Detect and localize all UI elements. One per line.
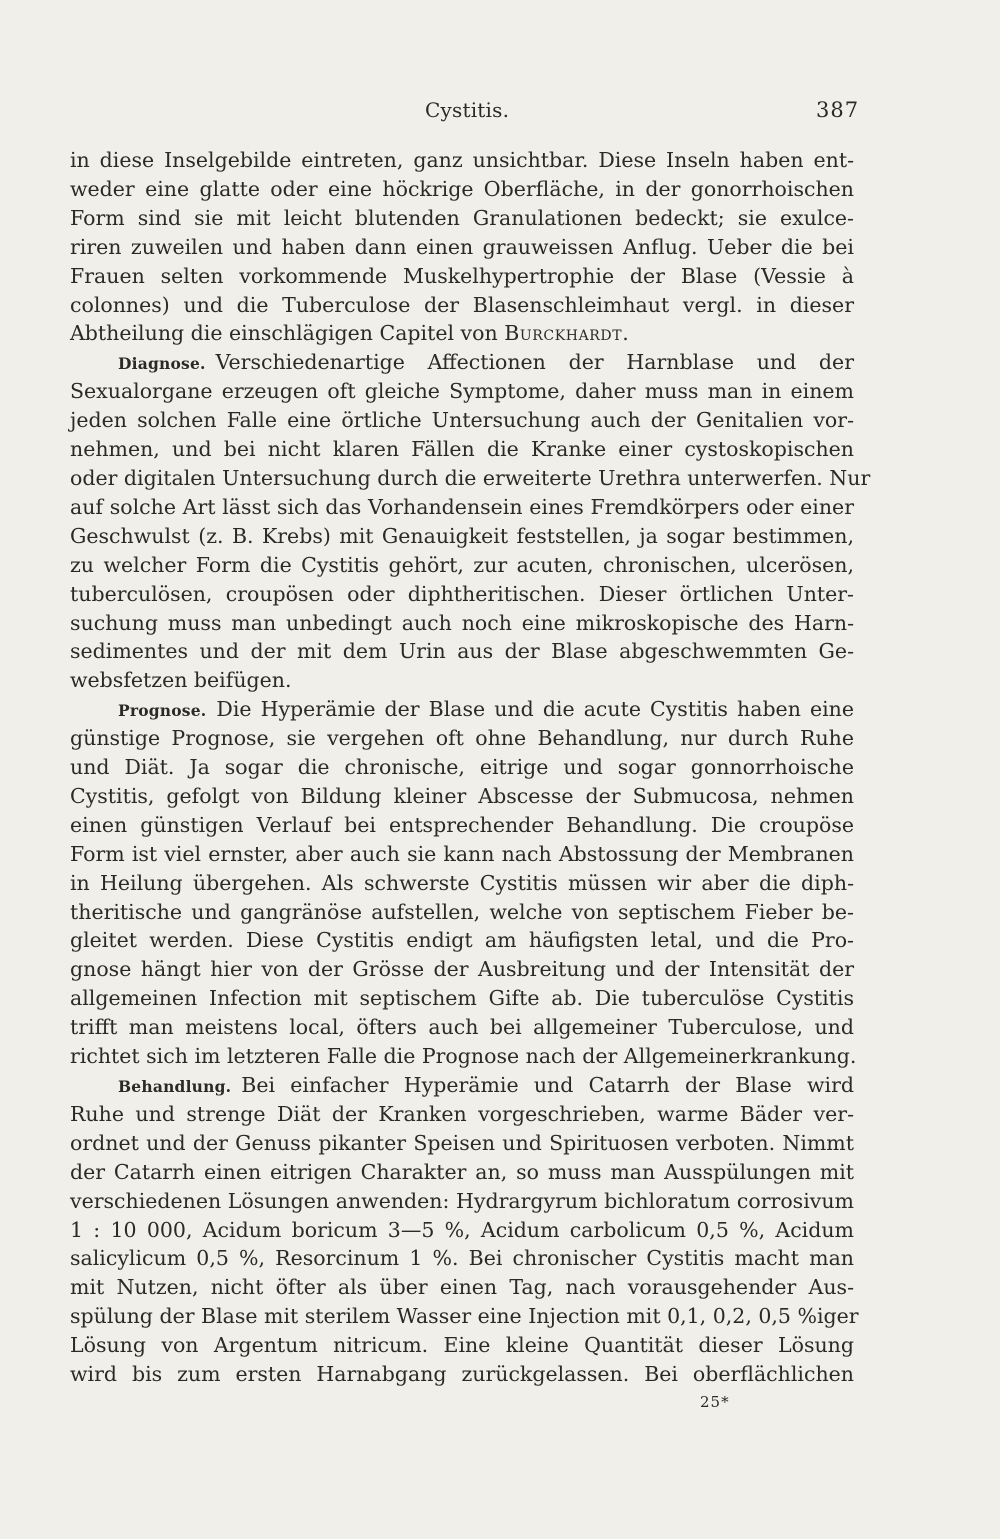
text-run: Verschiedenartige Affectionen der Harnblase und der [215,350,854,375]
text-line: jeden solchen Falle eine örtliche Untersuchung auch der Genitalien vor- [70,408,854,433]
paragraph-behandlung [70,1071,859,1389]
running-title: Cystitis. [425,98,510,122]
text-line: gnose hängt hier von der Grösse der Ausbreitung und der Intensität der [70,957,854,982]
text-line: Ruhe und strenge Diät der Kranken vorgeschrieben, warme Bäder ver- [70,1101,854,1126]
signature-mark: 25* [700,1393,730,1411]
text-line: einen günstigen Verlauf bei entsprechender Behandlung. Die croupöse [70,812,854,837]
text-line [70,348,854,377]
text-line: Geschwulst (z. B. Krebs) mit Genauigkeit feststellen, ja sogar bestimmen, [70,523,854,548]
text-line: allgemeinen Infection mit septischem Gifte ab. Die tuberculöse Cystitis [70,986,854,1011]
text-line: trifft man meistens local, öfters auch bei allgemeiner Tuberculose, und [70,1015,854,1040]
text-line: Lösung von Argentum nitricum. Eine kleine Quantität dieser Lösung [70,1333,854,1358]
text-line: Form sind sie mit leicht blutenden Granulationen bedeckt; sie exulce- [70,205,854,230]
text-line: 1 : 10 000, Acidum boricum 3—5 %, Acidum carbolicum 0,5 %, Acidum [70,1217,854,1242]
text-line: Form ist viel ernster, aber auch sie kann nach Abstossung der Membranen [70,841,854,866]
text-line: suchung muss man unbedingt auch noch eine mikroskopische des Harn- [70,610,854,635]
section-label-diagnose: Diagnose. [118,354,206,374]
text-line: verschiedenen Lösungen anwenden: Hydrargyrum bichloratum corrosivum [70,1188,854,1213]
text-run: Bei einfacher Hyperämie und Catarrh der Blase wird [241,1073,854,1097]
text-line: colonnes) und die Tuberculose der Blasenschleimhaut vergl. in dieser [70,292,854,317]
text-run: . [622,321,629,346]
text-line: nehmen, und bei nicht klaren Fällen die Kranke einer cystoskopischen [70,437,854,462]
text-line: tuberculösen, croupösen oder diphtheritischen. Dieser örtlichen Unter- [70,581,854,606]
paragraph-diagnose [70,348,871,695]
text-line: richtet sich im letzteren Falle die Prognose nach der Allgemeinerkrankung. [70,1044,857,1069]
text-line: sedimentes und der mit dem Urin aus der Blase abgeschwemmten Ge- [70,639,854,664]
text-run: Die Hyperämie der Blase und die acute Cystitis haben eine [216,697,854,722]
text-line: zu welcher Form die Cystitis gehört, zur acuten, chronischen, ulcerösen, [70,552,854,577]
text-line: Sexualorgane erzeugen oft gleiche Symptome, daher muss man in einem [70,379,854,404]
running-head [0,98,1000,128]
text-line: Cystitis, gefolgt von Bildung kleiner Abscesse der Submucosa, nehmen [70,783,854,808]
text-line: mit Nutzen, nicht öfter als über einen Tag, nach vorausgehender Aus- [70,1275,854,1300]
text-line: auf solche Art lässt sich das Vorhandensein eines Fremdkörpers oder einer [70,494,854,519]
text-line [70,319,854,348]
page-number: 387 [816,98,860,122]
text-line [70,695,854,724]
section-label-prognose: Prognose. [118,701,207,721]
text-line: ordnet und der Genuss pikanter Speisen und Spirituosen verboten. Nimmt [70,1130,854,1155]
text-line: günstige Prognose, sie vergehen oft ohne Behandlung, nur durch Ruhe [70,726,854,751]
text-run: Abtheilung die einschlägigen Capitel von [70,321,505,346]
body-text [70,146,871,1389]
text-line: oder digitalen Untersuchung durch die erweiterte Urethra unterwerfen. Nur [70,465,871,490]
text-line [70,1071,854,1100]
text-line: weder eine glatte oder eine höckrige Oberfläche, in der gonorrhoischen [70,176,854,201]
text-line: gleitet werden. Diese Cystitis endigt am häufigsten letal, und die Pro- [70,928,854,953]
text-line: Frauen selten vorkommende Muskelhypertrophie der Blase (Vessie à [70,263,854,288]
text-line: riren zuweilen und haben dann einen grauweissen Anflug. Ueber die bei [70,234,854,259]
paragraph-prognose [70,695,857,1071]
paragraph-continuation [70,146,854,348]
author-name: Burckhardt [504,321,623,346]
text-line: salicylicum 0,5 %, Resorcinum 1 %. Bei chronischer Cystitis macht man [70,1246,854,1271]
text-line: und Diät. Ja sogar die chronische, eitrige und sogar gonnorrhoische [70,755,854,780]
text-line: websfetzen beifügen. [70,668,292,693]
text-line: der Catarrh einen eitrigen Charakter an, so muss man Ausspülungen mit [70,1159,854,1184]
text-line: in diese Inselgebilde eintreten, ganz unsichtbar. Diese Inseln haben ent- [70,148,854,172]
text-line: theritische und gangränöse aufstellen, welche von septischem Fieber be- [70,899,854,924]
text-line: in Heilung übergehen. Als schwerste Cystitis müssen wir aber die diph- [70,870,854,895]
text-line: wird bis zum ersten Harnabgang zurückgelassen. Bei oberflächlichen [70,1362,854,1387]
text-line: spülung der Blase mit sterilem Wasser eine Injection mit 0,1, 0,2, 0,5 %iger [70,1304,859,1329]
section-label-behandlung: Behandlung. [118,1077,232,1096]
